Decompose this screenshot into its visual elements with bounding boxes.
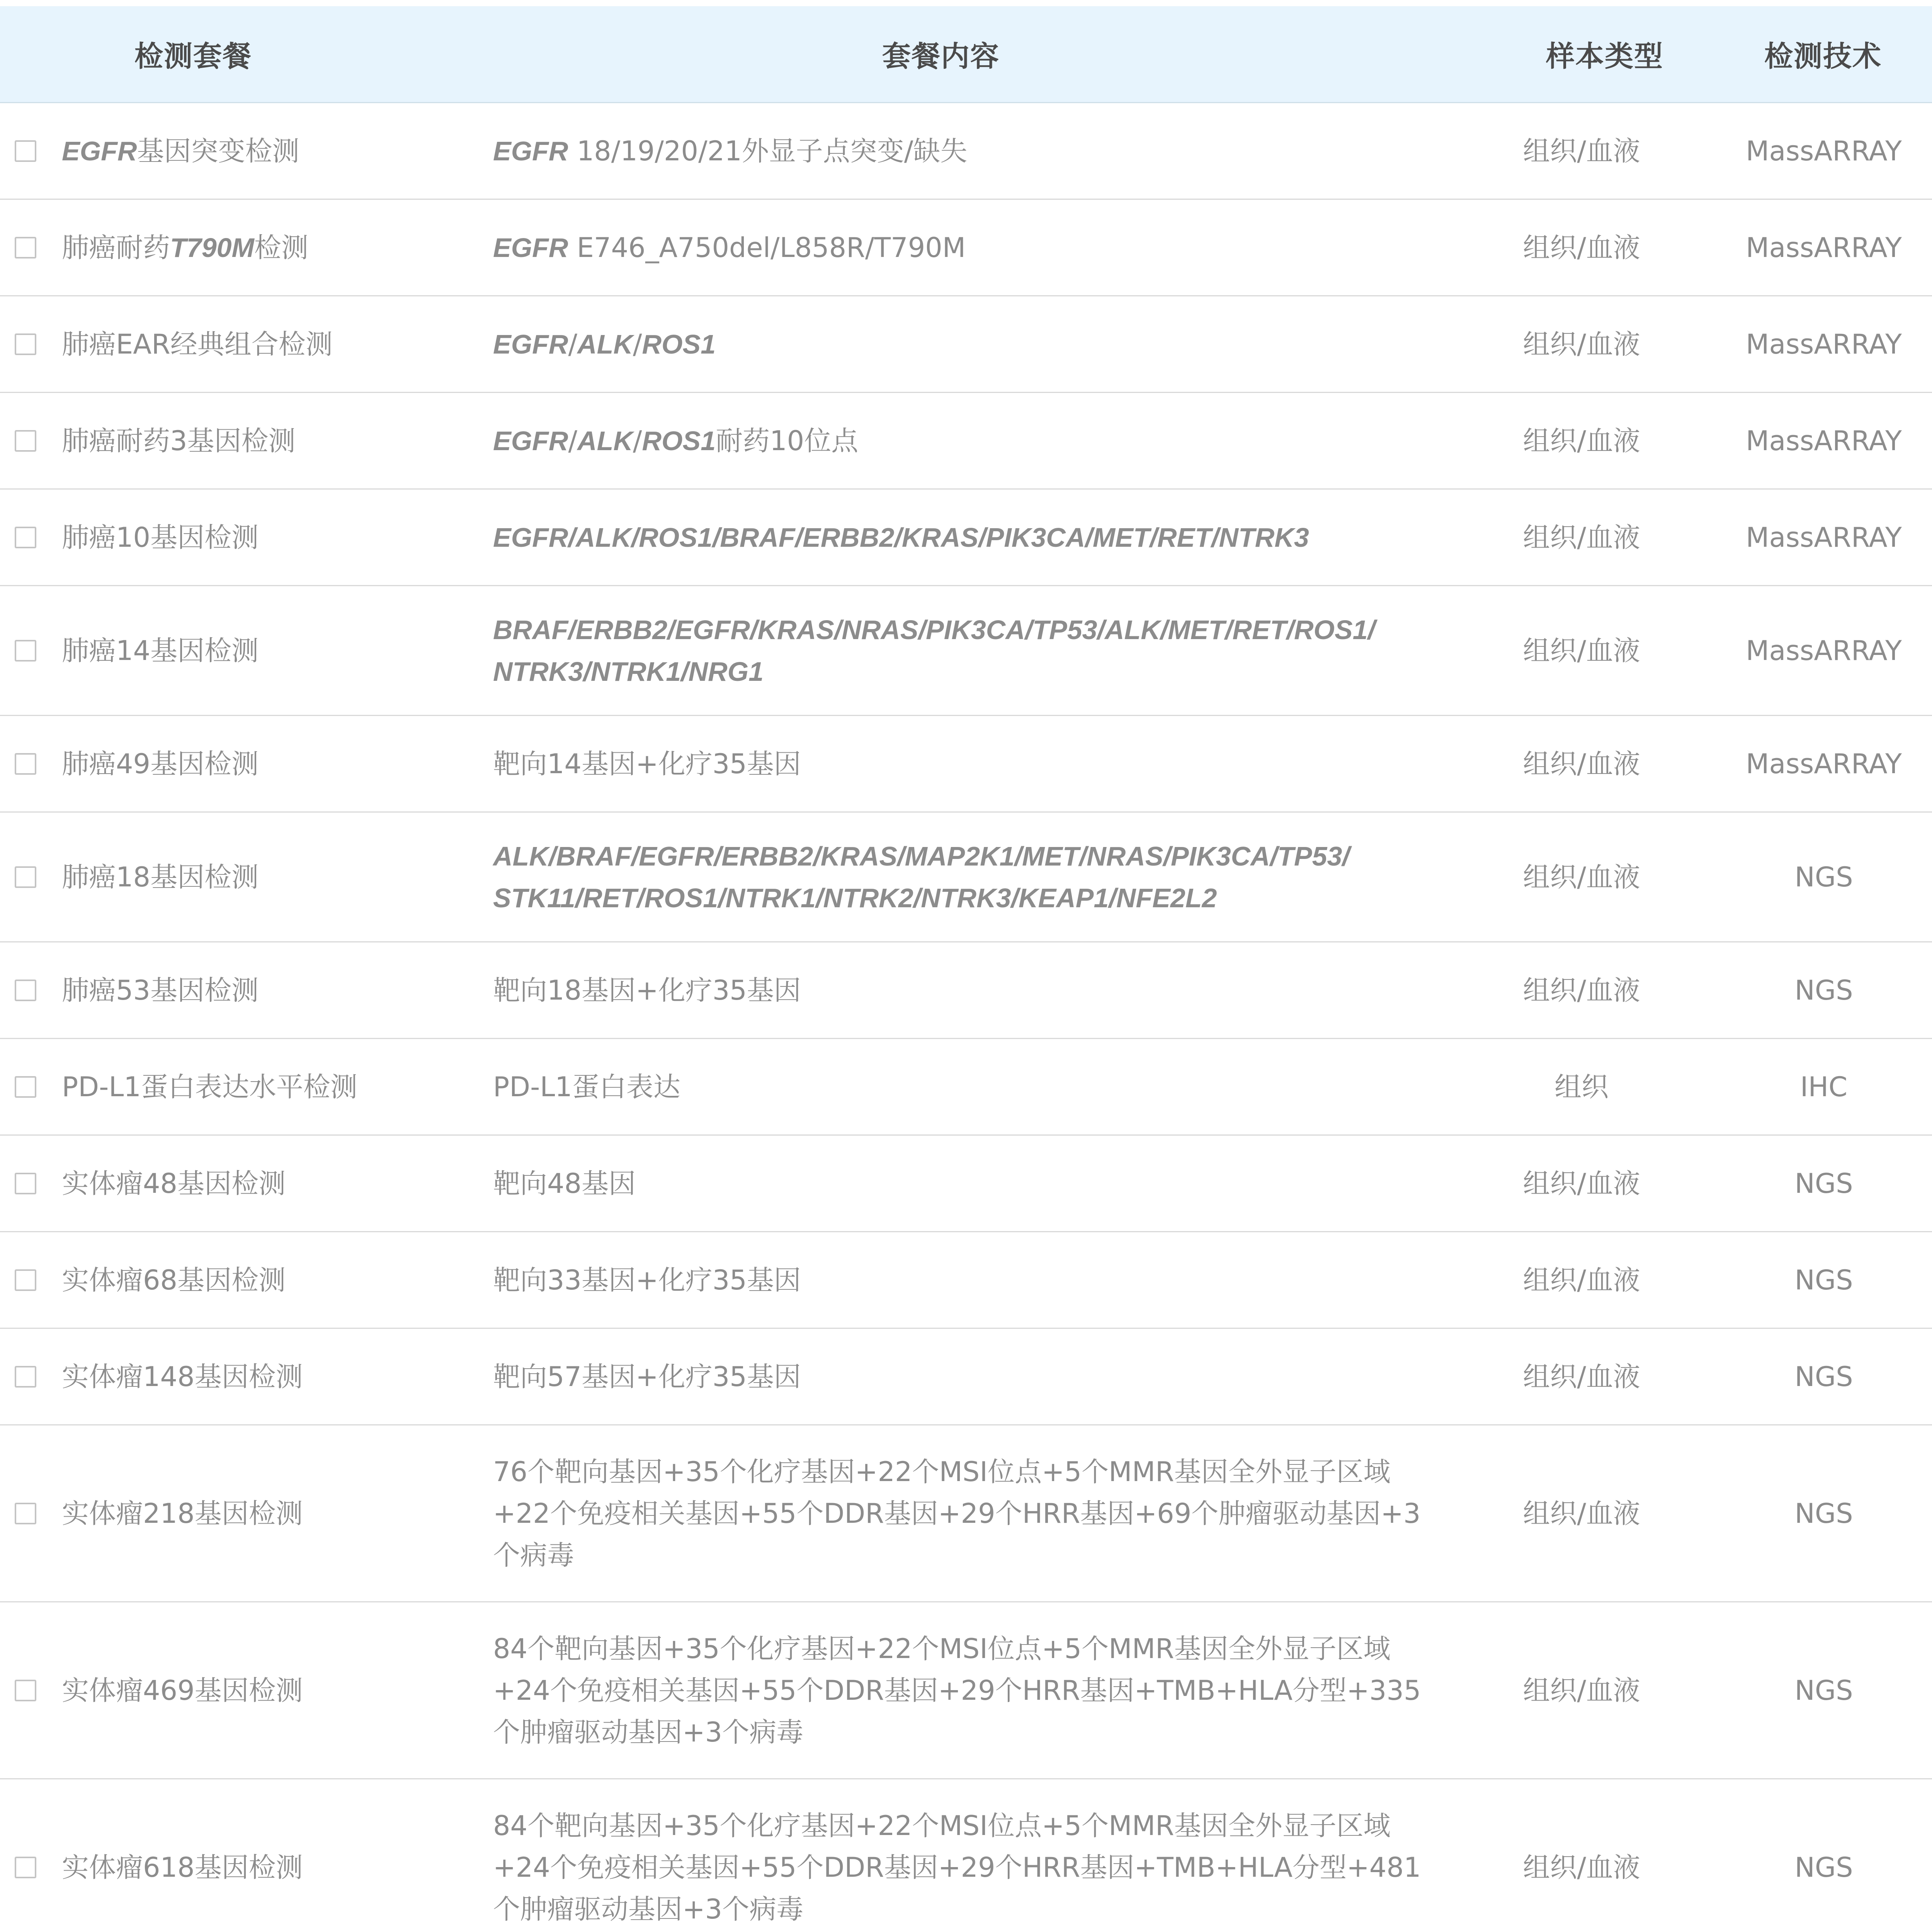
package-cell <box>0 227 474 269</box>
table-row[interactable] <box>0 103 1932 200</box>
table-row[interactable] <box>0 1602 1932 1779</box>
table-row[interactable] <box>0 1779 1932 1932</box>
text-fragment: 实体瘤48基因检测 <box>62 1167 286 1199</box>
text-fragment: 肺癌耐药 <box>62 231 170 264</box>
row-checkbox[interactable] <box>15 1680 36 1701</box>
table-row[interactable] <box>0 1329 1932 1425</box>
table-header <box>0 6 1932 103</box>
sample-type: 组织/血液 <box>1523 974 1640 1006</box>
row-checkbox[interactable] <box>15 140 36 162</box>
technology: NGS <box>1794 1361 1853 1393</box>
gene-symbol: T790M <box>170 232 254 263</box>
gene-symbol: EGFR/ALK/ROS1/BRAF/ERBB2/KRAS/PIK3CA/MET/RET/NTRK3 <box>493 522 1309 553</box>
text-fragment: 实体瘤68基因检测 <box>62 1264 286 1296</box>
package-name <box>62 969 259 1011</box>
technology: NGS <box>1794 861 1853 893</box>
package-name <box>62 856 259 898</box>
sample-type: 组织/血液 <box>1523 328 1640 360</box>
technology: NGS <box>1794 1497 1853 1529</box>
header-technology: 检测技术 <box>1764 40 1882 73</box>
package-cell <box>0 420 474 462</box>
row-checkbox[interactable] <box>15 1269 36 1291</box>
technology: NGS <box>1794 1674 1853 1706</box>
package-content <box>474 609 1447 692</box>
text-fragment: 实体瘤469基因检测 <box>62 1674 303 1706</box>
text-fragment: E746_A750del/L858R/T790M <box>568 231 966 264</box>
package-cell <box>0 1670 474 1711</box>
sample-type: 组织/血液 <box>1523 521 1640 553</box>
package-cell <box>0 1259 474 1301</box>
header-sample-type: 样本类型 <box>1546 40 1663 73</box>
package-content <box>474 743 1447 785</box>
package-name <box>62 227 308 269</box>
header-content: 套餐内容 <box>882 40 1000 73</box>
text-fragment: 靶向48基因 <box>493 1167 636 1199</box>
table-row[interactable] <box>0 1039 1932 1136</box>
text-fragment: 84个靶向基因+35个化疗基因+22个MSI位点+5个MMR基因全外显子区域+24个免疫相关基因+55个DDR基因+29个HRR基因+TMB+HLA分型+481个肿瘤驱动基因+3个病毒 <box>493 1810 1421 1925</box>
gene-symbol: ROS1 <box>642 425 716 456</box>
package-content <box>474 1628 1447 1753</box>
text-fragment: / <box>633 328 642 360</box>
package-name <box>62 630 259 672</box>
text-fragment: PD-L1蛋白表达水平检测 <box>62 1071 357 1103</box>
gene-symbol: EGFR <box>493 425 568 456</box>
technology: MassARRAY <box>1746 425 1902 457</box>
package-content <box>474 1356 1447 1398</box>
text-fragment: 实体瘤148基因检测 <box>62 1361 303 1393</box>
text-fragment: 实体瘤218基因检测 <box>62 1497 303 1529</box>
technology: NGS <box>1794 1264 1853 1296</box>
package-content <box>474 1066 1447 1108</box>
package-name <box>62 1493 303 1534</box>
package-cell <box>0 1847 474 1888</box>
row-checkbox[interactable] <box>15 1173 36 1194</box>
row-checkbox[interactable] <box>15 237 36 259</box>
package-name <box>62 517 259 558</box>
row-checkbox[interactable] <box>15 1503 36 1524</box>
package-content <box>474 517 1447 558</box>
technology: MassARRAY <box>1746 748 1902 780</box>
package-name <box>62 1847 303 1888</box>
text-fragment: 18/19/20/21外显子点突变/缺失 <box>568 135 968 167</box>
text-fragment: 实体瘤618基因检测 <box>62 1851 303 1883</box>
table-row[interactable] <box>0 490 1932 586</box>
sample-type: 组织/血液 <box>1523 1851 1640 1883</box>
gene-symbol: ALK <box>577 425 633 456</box>
row-checkbox[interactable] <box>15 1076 36 1098</box>
sample-type: 组织/血液 <box>1523 425 1640 457</box>
text-fragment: 84个靶向基因+35个化疗基因+22个MSI位点+5个MMR基因全外显子区域+24个免疫相关基因+55个DDR基因+29个HRR基因+TMB+HLA分型+335个肿瘤驱动基因+3个病毒 <box>493 1633 1421 1748</box>
package-content <box>474 969 1447 1011</box>
text-fragment: 检测 <box>254 231 308 264</box>
gene-symbol: EGFR <box>493 232 568 263</box>
package-cell <box>0 517 474 558</box>
gene-symbol: EGFR <box>493 329 568 359</box>
package-cell <box>0 856 474 898</box>
sample-type: 组织/血液 <box>1523 1264 1640 1296</box>
technology: NGS <box>1794 974 1853 1006</box>
table-row[interactable] <box>0 942 1932 1039</box>
table-row[interactable] <box>0 1232 1932 1329</box>
technology: IHC <box>1800 1071 1848 1103</box>
package-cell <box>0 1163 474 1204</box>
package-content <box>474 1451 1447 1576</box>
text-fragment: 肺癌18基因检测 <box>62 861 259 893</box>
package-name <box>62 1066 357 1108</box>
row-checkbox[interactable] <box>15 640 36 662</box>
row-checkbox[interactable] <box>15 866 36 888</box>
package-content <box>474 420 1447 462</box>
package-content <box>474 835 1447 919</box>
table-body <box>0 103 1932 1932</box>
text-fragment: 76个靶向基因+35个化疗基因+22个MSI位点+5个MMR基因全外显子区域+22个免疫相关基因+55个DDR基因+29个HRR基因+69个肿瘤驱动基因+3个病毒 <box>493 1456 1421 1571</box>
technology: MassARRAY <box>1746 521 1902 553</box>
row-checkbox[interactable] <box>15 333 36 355</box>
package-cell <box>0 743 474 785</box>
package-name <box>62 420 296 462</box>
technology: NGS <box>1794 1167 1853 1199</box>
gene-symbol: ROS1 <box>642 329 716 359</box>
gene-symbol: ALK/BRAF/EGFR/ERBB2/KRAS/MAP2K1/MET/NRAS/PIK3CA/TP53/ STK11/RET/ROS1/NTRK1/NTRK2/NTRK3/KEAP1/NFE2L2 <box>493 841 1350 913</box>
package-name <box>62 323 333 365</box>
package-cell <box>0 323 474 365</box>
package-content <box>474 1259 1447 1301</box>
gene-symbol: EGFR <box>493 136 568 166</box>
text-fragment: 靶向57基因+化疗35基因 <box>493 1361 801 1393</box>
table-row[interactable] <box>0 716 1932 813</box>
sample-type: 组织/血液 <box>1523 861 1640 893</box>
sample-type: 组织/血液 <box>1523 135 1640 167</box>
sample-type: 组织/血液 <box>1523 634 1640 667</box>
text-fragment: PD-L1蛋白表达 <box>493 1071 680 1103</box>
sample-type: 组织/血液 <box>1523 748 1640 780</box>
package-content <box>474 1805 1447 1930</box>
table-row[interactable] <box>0 586 1932 716</box>
table-row[interactable] <box>0 1136 1932 1232</box>
table-row[interactable] <box>0 813 1932 942</box>
package-content <box>474 1163 1447 1204</box>
sample-type: 组织 <box>1554 1071 1609 1103</box>
package-content <box>474 323 1447 365</box>
table-row[interactable] <box>0 200 1932 296</box>
package-name <box>62 1356 303 1398</box>
technology: MassARRAY <box>1746 135 1902 167</box>
row-checkbox[interactable] <box>15 1366 36 1388</box>
technology: MassARRAY <box>1746 634 1902 667</box>
package-cell <box>0 630 474 672</box>
row-checkbox[interactable] <box>15 980 36 1001</box>
text-fragment: 肺癌10基因检测 <box>62 521 259 553</box>
text-fragment: 肺癌EAR经典组合检测 <box>62 328 333 360</box>
package-cell <box>0 969 474 1011</box>
text-fragment: 耐药10位点 <box>716 425 859 457</box>
gene-symbol: ALK <box>577 329 633 359</box>
gene-symbol: EGFR <box>62 136 137 166</box>
text-fragment: / <box>568 328 578 360</box>
text-fragment: 靶向18基因+化疗35基因 <box>493 974 801 1006</box>
technology: MassARRAY <box>1746 231 1902 264</box>
text-fragment: / <box>633 425 642 457</box>
sample-type: 组织/血液 <box>1523 1361 1640 1393</box>
table-row[interactable] <box>0 296 1932 393</box>
table-row[interactable] <box>0 1425 1932 1602</box>
package-name <box>62 1163 286 1204</box>
text-fragment: 基因突变检测 <box>137 135 299 167</box>
package-cell <box>0 1493 474 1534</box>
text-fragment: 肺癌49基因检测 <box>62 748 259 780</box>
technology: NGS <box>1794 1851 1853 1883</box>
header-package: 检测套餐 <box>134 40 252 73</box>
text-fragment: 肺癌耐药3基因检测 <box>62 425 296 457</box>
sample-type: 组织/血液 <box>1523 1674 1640 1706</box>
text-fragment: 靶向14基因+化疗35基因 <box>493 748 801 780</box>
row-checkbox[interactable] <box>15 527 36 548</box>
row-checkbox[interactable] <box>15 753 36 775</box>
package-content <box>474 227 1447 269</box>
text-fragment: 靶向33基因+化疗35基因 <box>493 1264 801 1296</box>
technology: MassARRAY <box>1746 328 1902 360</box>
text-fragment: 肺癌14基因检测 <box>62 634 259 667</box>
package-cell <box>0 1066 474 1108</box>
package-name <box>62 1259 286 1301</box>
sample-type: 组织/血液 <box>1523 1167 1640 1199</box>
sample-type: 组织/血液 <box>1523 231 1640 264</box>
text-fragment: / <box>568 425 578 457</box>
package-cell <box>0 1356 474 1398</box>
package-content <box>474 130 1447 172</box>
sample-type: 组织/血液 <box>1523 1497 1640 1529</box>
package-name <box>62 743 259 785</box>
row-checkbox[interactable] <box>15 430 36 452</box>
row-checkbox[interactable] <box>15 1857 36 1878</box>
package-cell <box>0 130 474 172</box>
package-name <box>62 1670 303 1711</box>
package-name <box>62 130 299 172</box>
text-fragment: 肺癌53基因检测 <box>62 974 259 1006</box>
table-row[interactable] <box>0 393 1932 490</box>
gene-symbol: BRAF/ERBB2/EGFR/KRAS/NRAS/PIK3CA/TP53/ALK/MET/RET/ROS1/ NTRK3/NTRK1/NRG1 <box>493 614 1376 687</box>
